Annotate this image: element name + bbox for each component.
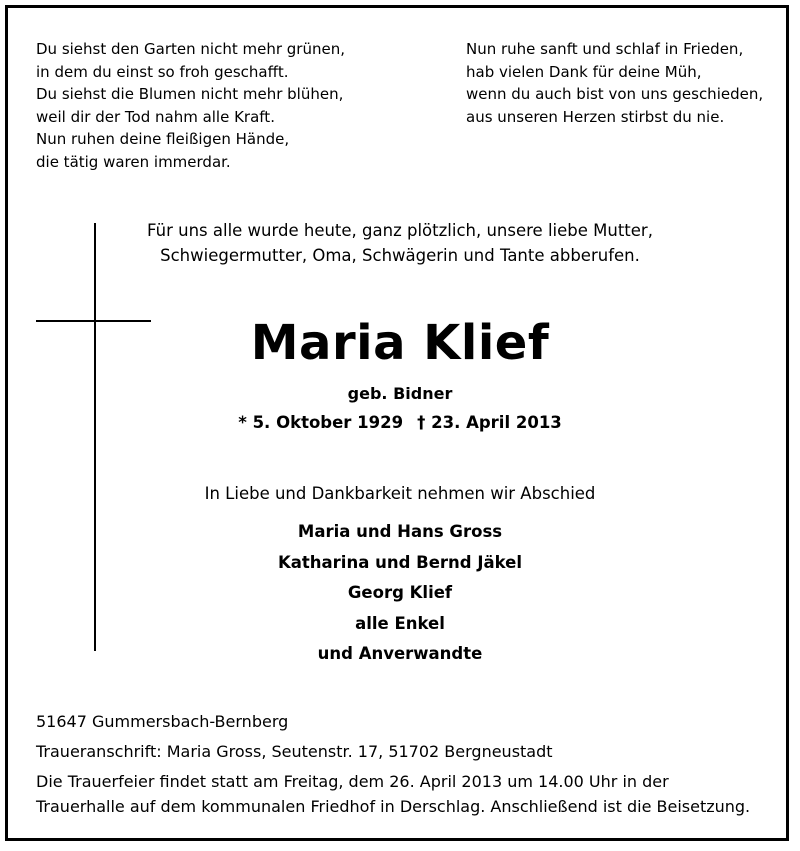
- farewell-text: In Liebe und Dankbarkeit nehmen wir Abschied: [204, 484, 596, 503]
- footer-info: [36, 709, 750, 819]
- poem-left: [36, 38, 345, 173]
- poem-line: wenn du auch bist von uns geschieden,: [466, 85, 764, 103]
- life-dates: [0, 410, 800, 436]
- deceased-name: Maria Klief: [250, 315, 550, 371]
- poem-line: Du siehst den Garten nicht mehr grünen,: [36, 40, 345, 58]
- poem-line: weil dir der Tod nahm alle Kraft.: [36, 107, 275, 126]
- mourner: Katharina und Bernd Jäkel: [277, 552, 522, 572]
- intro-text: [0, 218, 800, 268]
- mourners-list: [0, 517, 800, 670]
- poem-right: [466, 38, 763, 128]
- mourner: Georg Klief: [347, 583, 453, 602]
- death-date: † 23. April 2013: [417, 413, 562, 432]
- poem-line: in dem du einst so froh geschafft.: [36, 62, 289, 81]
- mourner: Maria und Hans Gross: [297, 522, 503, 541]
- birth-date: * 5. Oktober 1929: [238, 413, 404, 432]
- poem-line: hab vielen Dank für deine Müh,: [466, 62, 702, 81]
- intro-line: Für uns alle wurde heute, ganz plötzlich, unsere liebe Mutter,: [147, 221, 653, 240]
- mourner: alle Enkel: [355, 613, 445, 633]
- poem-line: Nun ruhen deine fleißigen Hände,: [36, 130, 290, 148]
- poem-line: aus unseren Herzen stirbst du nie.: [466, 107, 725, 126]
- service-line: Die Trauerfeier findet statt am Freitag, dem 26. April 2013 um 14.00 Uhr in der: [36, 772, 669, 791]
- poem-line: Nun ruhe sanft und schlaf in Frieden,: [466, 40, 744, 58]
- birth-name: geb. Bidner: [347, 384, 453, 403]
- intro-line: Schwiegermutter, Oma, Schwägerin und Tante abberufen.: [160, 246, 640, 265]
- mourner: und Anverwandte: [317, 644, 483, 663]
- mourning-address: Traueranschrift: Maria Gross, Seutenstr. 17, 51702 Bergneustadt: [36, 742, 553, 761]
- poem-line: die tätig waren immerdar.: [36, 152, 231, 171]
- service-line: Trauerhalle auf dem kommunalen Friedhof in Derschlag. Anschließend ist die Beisetzung.: [36, 797, 751, 816]
- poem-line: Du siehst die Blumen nicht mehr blühen,: [36, 85, 344, 103]
- place: 51647 Gummersbach-Bernberg: [36, 712, 289, 731]
